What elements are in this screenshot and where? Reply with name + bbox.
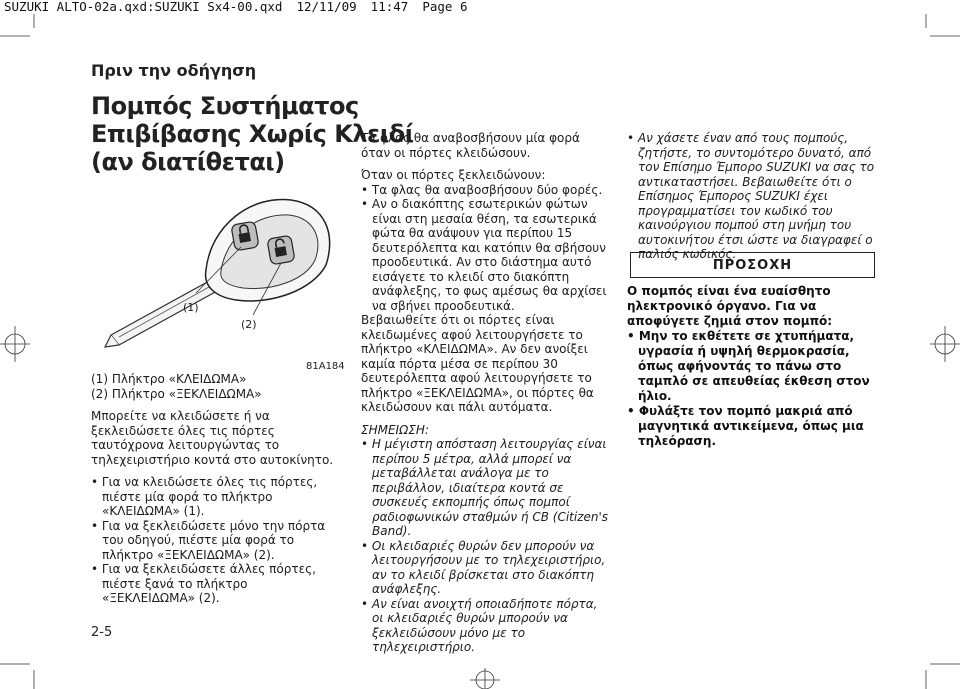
page-title xyxy=(91,92,414,176)
column-3 xyxy=(627,131,877,262)
caution-heading: ΠΡΟΣΟΧΗ xyxy=(630,252,875,278)
registration-mark-right xyxy=(930,326,960,362)
registration-mark-bottom xyxy=(470,668,500,689)
note-item: • Οι κλειδαριές θυρών δεν μπορούν να λειτουργήσουν με το τηλεχειριστήριο, αν το κλειδί βρίσκεται στο διακόπτη ανάφλεξης. xyxy=(361,538,606,596)
list-item: • Τα φλας θα αναβοσβήσουν δύο φορές. xyxy=(361,182,603,197)
intro-paragraph: Μπορείτε να κλειδώσετε ή να ξεκλειδώσετε όλες τις πόρτες ταυτόχρονα λειτουργώντας το τηλεχειριστήριο κοντά στο αυτοκίνητο. xyxy=(91,409,334,467)
caution-text xyxy=(627,284,877,449)
list-item: • Αν ο διακόπτης εσωτερικών φώτων είναι στη μεσαία θέση, τα εσωτερικά φώτα θα ανάψουν για περίπου 15 δευτερόλεπτα και κατόπιν θα σβήσουν προοδευτικά. Αν στο διάστημα αυτό εισάγετε το κλειδί στο διακόπτη ανάφλεξης, το φως αμέσως θα αρχίσει να σβήνει προοδευτικά. xyxy=(361,197,607,313)
list-item: • Για να κλειδώσετε όλες τις πόρτες, πιέστε μία φορά το πλήκτρο «ΚΛΕΙΔΩΜΑ» (1). xyxy=(91,475,318,518)
key-fob-figure xyxy=(91,175,341,375)
note-title: ΣΗΜΕΙΩΣΗ: xyxy=(361,422,429,437)
crop-mark-bottom-right xyxy=(920,650,960,689)
lock-button-icon xyxy=(231,221,259,251)
section-title: Πριν την οδήγηση xyxy=(91,61,257,80)
slug-time: 11:47 xyxy=(370,0,409,14)
paragraph-auto-lock: Βεβαιωθείτε ότι οι πόρτες είναι κλειδωμένες αφού λειτουργήσετε το πλήκτρο «ΚΛΕΙΔΩΜΑ». Αν δεν ανοίξει καμία πόρτα μέσα σε περίπου 30 δευτερόλεπτα αφού λειτουργήσετε το πλήκτρο «ΞΕΚΛΕΙΔΩΜΑ», οι πόρτες θα κλειδώσουν και πάλι αυτόματα. xyxy=(361,313,594,414)
note-item: • Αν χάσετε έναν από τους πομπούς, ζητήστε, το συντομότερο δυνατό, από τον Επίσημο Έμπορο SUZUKI να σας το αντικαταστήσει. Βεβαιωθείτε ότι ο Επίσημος Έμπορος SUZUKI έχει προγραμματίσει τον κωδικό του καινούργιου πομπού στη μνήμη του αυτοκινήτου έτσι ώστε να διαγραφεί ο παλιός κωδικός. xyxy=(627,131,875,261)
unlock-button-icon xyxy=(267,235,295,265)
crop-mark-top-right xyxy=(920,14,960,44)
page-number: 2-5 xyxy=(91,625,113,640)
crop-mark-top-left xyxy=(0,14,40,44)
column-2 xyxy=(361,131,611,655)
column-1 xyxy=(91,372,341,606)
slug-file: SUZUKI ALTO-02a.qxd:SUZUKI Sx4-00.qxd xyxy=(4,0,283,14)
caution-item: • Φυλάξτε τον πομπό μακριά από μαγνητικά αντικείμενα, όπως μια τηλεόραση. xyxy=(627,404,864,448)
list-item: • Για να ξεκλειδώσετε μόνο την πόρτα του οδηγού, πιέστε μία φορά το πλήκτρο «ΞΕΚΛΕΙΔΩΜΑ» (2). xyxy=(91,518,326,562)
print-slug xyxy=(0,0,960,14)
note-item: • Η μέγιστη απόσταση λειτουργίας είναι περίπου 5 μέτρα, αλλά μπορεί να μεταβάλλεται ανάλογα με το περιβάλλον, ιδιαίτερα κοντά σε συσκευές εκπομπής όπως πομποί ραδιοφωνικών σταθμών ή CB (Citizen's Band). xyxy=(361,437,609,538)
title-line-2: Επιβίβασης Χωρίς Κλειδί xyxy=(91,120,414,148)
note-item: • Αν είναι ανοιχτή οποιαδήποτε πόρτα, οι κλειδαριές θυρών μπορούν να ξεκλειδώσουν μόνο με το τηλεχειριστήριο. xyxy=(361,596,598,654)
slug-date: 12/11/09 xyxy=(296,0,357,14)
title-line-1: Πομπός Συστήματος xyxy=(91,92,359,120)
caution-item: • Μην το εκθέτετε σε χτυπήματα, υγρασία ή υψηλή θερμοκρασία, όπως αφήνοντάς το πάνω στο ταμπλό σε απευθείας έκθεση στον ήλιο. xyxy=(627,329,870,403)
figure-label-1: (1) xyxy=(183,301,199,314)
paragraph-unlock-heading: Όταν οι πόρτες ξεκλειδώνουν: xyxy=(361,168,546,182)
caution-intro: Ο πομπός είναι ένα ευαίσθητο ηλεκτρονικό όργανο. Για να αποφύγετε ζημιά στον πομπό: xyxy=(627,284,833,328)
crop-mark-bottom-left xyxy=(0,650,40,689)
figure-label-2: (2) xyxy=(241,318,257,331)
slug-page: Page 6 xyxy=(422,0,468,14)
title-line-3: (αν διατίθεται) xyxy=(91,148,285,176)
figure-code: 81A184 xyxy=(306,361,345,372)
legend-item-2: (2) Πλήκτρο «ΞΕΚΛΕΙΔΩΜΑ» xyxy=(91,386,262,401)
legend-item-1: (1) Πλήκτρο «ΚΛΕΙΔΩΜΑ» xyxy=(91,372,247,386)
key-fob-illustration xyxy=(91,175,341,375)
registration-mark-left xyxy=(0,326,30,362)
list-item: • Για να ξεκλειδώσετε άλλες πόρτες, πιέστε ξανά το πλήκτρο «ΞΕΚΛΕΙΔΩΜΑ» (2). xyxy=(91,562,316,605)
paragraph-flash-once: Τα φλας θα αναβοσβήσουν μία φορά όταν οι πόρτες κλειδώσουν. xyxy=(361,131,580,160)
